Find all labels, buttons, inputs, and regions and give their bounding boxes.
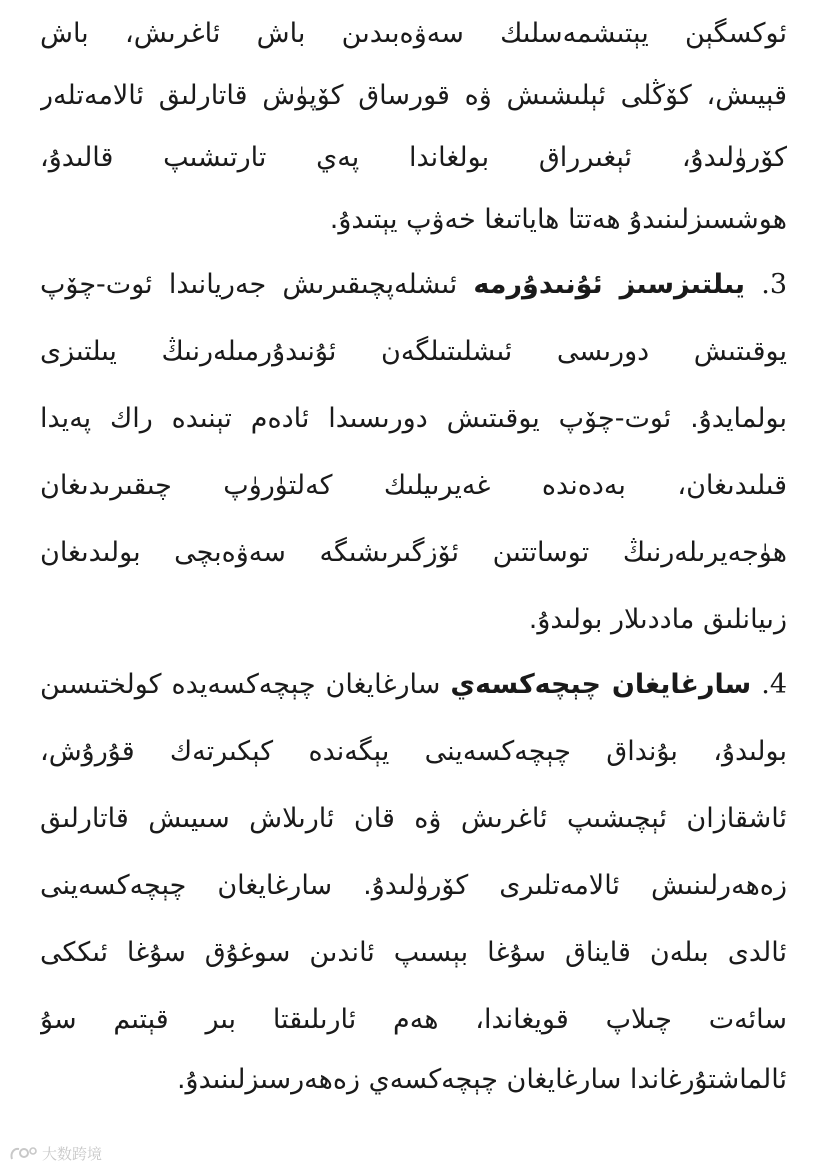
section-number: 4. xyxy=(761,669,787,700)
text-line: ئالماشتۇرغاندا سارغايغان چېچەكسەي زەھەرسىزلىنىدۇ. xyxy=(176,1064,787,1095)
text-line: سائەت چىلاپ قويغاندا، ھەم ئارىلىقتا بىر قېتىم سۇ xyxy=(40,1004,787,1035)
text-line: ھۈجەيرىلەرنىڭ توساتتىن ئۆزگىرىشىگە سەۋەبچى بولىدىغان xyxy=(40,537,787,568)
text-line: قېيىش، كۆڭلى ئېلىشىش ۋە قورساق كۆپۈش قاتارلىق ئالامەتلەر xyxy=(40,80,787,111)
section-number: 3. xyxy=(761,269,787,300)
section-heading: سارغايغان چېچەكسەي xyxy=(450,669,752,700)
text-line: ئوكسگېن يېتىشمەسلىك سەۋەبىدىن باش ئاغرىش، باش xyxy=(40,18,787,49)
brand-logo-icon xyxy=(8,1145,38,1163)
section-4-line xyxy=(40,655,787,715)
section-3-line xyxy=(40,255,787,315)
text-line: يوقىتىش دورىسى ئىشلىتىلگەن ئۇنىدۇرمىلەرنىڭ يىلتىزى xyxy=(40,336,787,367)
text-line: زەھەرلىنىش ئالامەتلىرى كۆرۈلىدۇ. سارغايغان چېچەكسەينى xyxy=(40,870,787,901)
section-text: سارغايغان چېچەكسەيدە كولختىسىن xyxy=(40,669,441,700)
text-line: بولمايدۇ. ئوت-چۆپ يوقىتىش دورىسىدا ئادەم تېنىدە راك پەيدا xyxy=(40,403,787,434)
text-line: كۆرۈلىدۇ، ئېغىرراق بولغاندا پەي تارتىشىپ قالىدۇ، xyxy=(40,142,787,173)
section-text: ئىشلەپچىقىرىش جەريانىدا ئوت-چۆپ xyxy=(40,269,458,300)
watermark xyxy=(8,1143,102,1164)
text-line: ئالدى بىلەن قايناق سۇغا بېسىپ ئاندىن سوغۇق سۇغا ئىككى xyxy=(40,937,787,968)
text-line: ھوشسىزلىنىدۇ ھەتتا ھاياتىغا خەۋپ يېتىدۇ. xyxy=(329,204,787,235)
watermark-text: 大数跨境 xyxy=(42,1145,103,1163)
text-line: ئاشقازان ئېچىشىپ ئاغرىش ۋە قان ئارىلاش سىيىش قاتارلىق xyxy=(40,803,787,834)
section-heading: يىلتىزسىز ئۇنىدۇرمە xyxy=(473,269,746,300)
text-line: بولىدۇ، بۇنداق چېچەكسەينى يېگەندە كېكىرتەك قۇرۇش، xyxy=(40,736,787,767)
document-page xyxy=(40,0,787,1170)
text-line: زىيانلىق ماددىلار بولىدۇ. xyxy=(528,604,787,635)
text-line: قىلىدىغان، بەدەندە غەيرىيلىك كەلتۈرۈپ چىقىرىدىغان xyxy=(40,470,787,501)
